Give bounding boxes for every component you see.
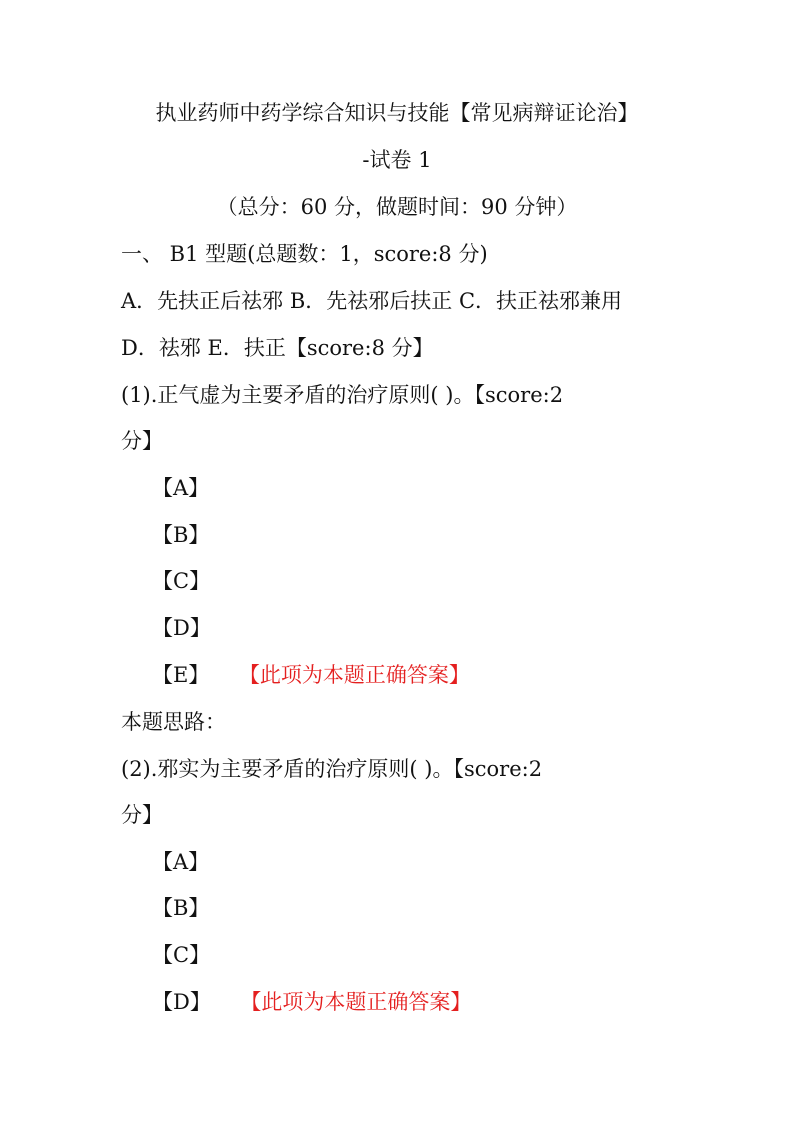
question-1-option-c: 【C】: [152, 569, 211, 593]
question-1-option-d: 【D】: [152, 616, 211, 640]
question-1-stem-line-1: (1).正气虚为主要矛盾的治疗原则( )。【score:2: [121, 383, 564, 407]
question-2-option-c: 【C】: [152, 943, 211, 967]
question-2-option-d: [0, 987, 794, 1017]
shared-options-line-1: A．先扶正后祛邪 B．先祛邪后扶正 C．扶正祛邪兼用: [121, 289, 623, 313]
document-title-line-2: -试卷 1: [362, 148, 432, 172]
question-1-stem-line-2: 分】: [121, 429, 163, 453]
question-1-option-b: 【B】: [152, 523, 210, 547]
correct-answer-marker: 【此项为本题正确答案】: [250, 990, 472, 1014]
correct-answer-marker: 【此项为本题正确答案】: [249, 663, 470, 687]
question-1-option-e: [0, 660, 794, 690]
question-1-analysis-label: 本题思路：: [121, 710, 226, 734]
exam-meta: （总分：60 分，做题时间：90 分钟）: [216, 195, 578, 219]
question-2-option-b: 【B】: [152, 896, 210, 920]
question-1-option-a: 【A】: [152, 476, 210, 500]
section-heading: 一、 B1 型题(总题数：1，score:8 分): [121, 242, 488, 266]
shared-options-line-2: D．祛邪 E．扶正【score:8 分】: [121, 336, 434, 360]
question-2-stem-line-1: (2).邪实为主要矛盾的治疗原则( )。【score:2: [121, 757, 543, 781]
question-2-stem-line-2: 分】: [121, 803, 163, 827]
option-label: 【D】: [152, 990, 211, 1014]
document-title-line-1: 执业药师中药学综合知识与技能【常见病辩证论治】: [155, 101, 639, 125]
option-label: 【E】: [152, 663, 210, 687]
question-2-option-a: 【A】: [152, 850, 210, 874]
